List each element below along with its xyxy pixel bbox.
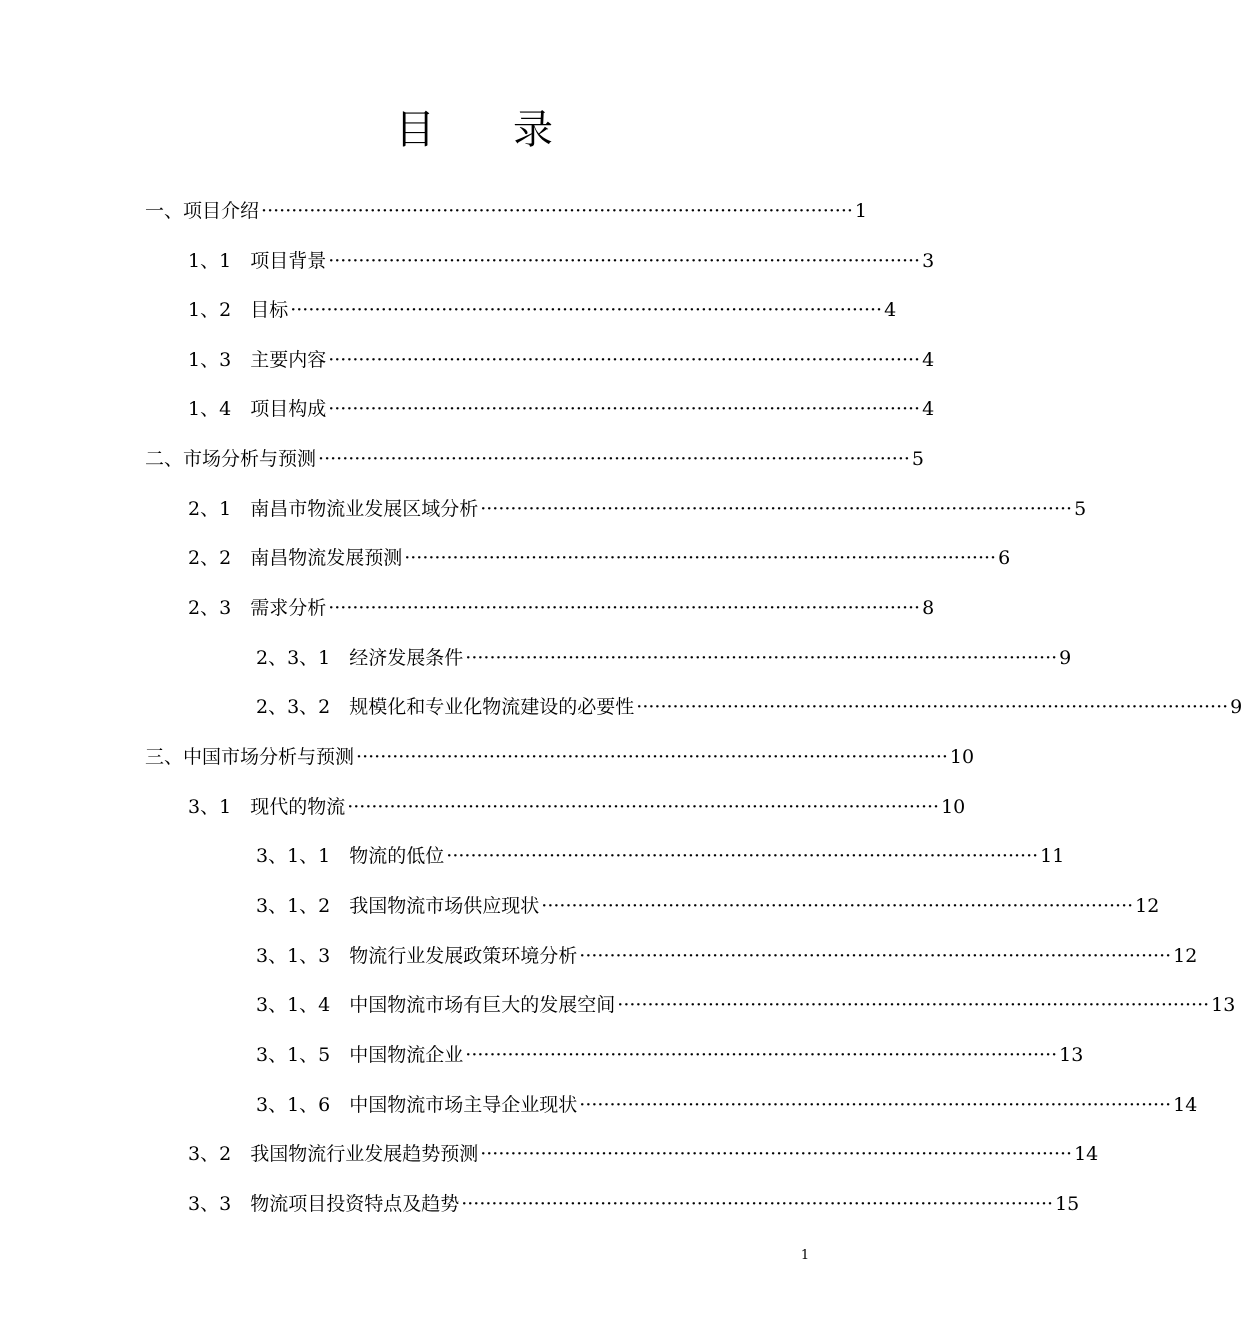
toc-entry-page: 4 <box>922 349 935 371</box>
toc-entry-number: 2、3、2 <box>256 696 350 718</box>
toc-entry[interactable] <box>256 633 1072 683</box>
toc-leader-dots: ·································································································· <box>356 746 948 768</box>
toc-entry-page: 13 <box>1211 994 1236 1016</box>
toc-leader-dots: ·································································································· <box>480 1143 1073 1165</box>
toc-entry-number: 2、1 <box>188 498 251 520</box>
toc-entry-number: 3、1、3 <box>256 945 350 967</box>
toc-entry-number: 2、2 <box>188 547 251 569</box>
toc-entry-page: 11 <box>1040 845 1065 867</box>
toc-entry[interactable] <box>188 236 935 286</box>
toc-entry-title: 南昌市物流业发展区域分析 <box>250 498 479 520</box>
toc-entry[interactable] <box>188 1179 1080 1229</box>
toc-entry-title: 规模化和专业化物流建设的必要性 <box>349 696 635 718</box>
toc-entry[interactable] <box>256 931 1198 981</box>
toc-entry-number: 3、1、5 <box>256 1044 350 1066</box>
toc-entry-page: 12 <box>1173 945 1198 967</box>
toc-entry-number: 3、1、1 <box>256 845 350 867</box>
toc-entry-title: 主要内容 <box>250 349 327 371</box>
toc-entry[interactable] <box>256 1080 1198 1130</box>
toc-entry-title: 中国物流企业 <box>349 1044 464 1066</box>
toc-entry-number: 三、 <box>145 746 184 768</box>
toc-entry-title: 我国物流市场供应现状 <box>349 895 540 917</box>
toc-leader-dots: ·································································································· <box>328 398 921 420</box>
toc-leader-dots: ·································································································· <box>465 1044 1058 1066</box>
toc-entry-number: 2、3 <box>188 597 251 619</box>
toc-leader-dots: ·································································································· <box>579 945 1172 967</box>
toc-entry-number: 一、 <box>145 200 184 222</box>
toc-entry[interactable] <box>188 533 1011 583</box>
toc-leader-dots: ·································································································· <box>347 796 940 818</box>
toc-leader-dots: ·································································································· <box>328 349 921 371</box>
toc-title-left: 目 <box>395 107 437 153</box>
toc-entry-number: 1、2 <box>188 299 251 321</box>
toc-entry-title: 物流项目投资特点及趋势 <box>250 1193 460 1215</box>
toc-leader-dots: ·································································································· <box>328 250 921 272</box>
page-number: 1 <box>800 1248 810 1263</box>
toc-entry[interactable] <box>188 484 1087 534</box>
toc-entry[interactable] <box>256 682 1242 732</box>
toc-entry-title: 经济发展条件 <box>349 647 464 669</box>
toc-entry[interactable] <box>145 732 975 782</box>
toc-entry-number: 3、2 <box>188 1143 251 1165</box>
toc-entry-title: 中国物流市场主导企业现状 <box>349 1094 578 1116</box>
toc-entry[interactable] <box>188 285 897 335</box>
toc-entry-title: 市场分析与预测 <box>183 448 317 470</box>
toc-entry-page: 13 <box>1059 1044 1084 1066</box>
toc-leader-dots: ·································································································· <box>480 498 1073 520</box>
toc-entry[interactable] <box>188 1129 1099 1179</box>
toc-leader-dots: ·································································································· <box>290 299 883 321</box>
toc-entry-page: 6 <box>998 547 1011 569</box>
toc-entry-title: 物流的低位 <box>349 845 445 867</box>
toc-entry-number: 1、1 <box>188 250 251 272</box>
toc-leader-dots: ·································································································· <box>261 200 853 222</box>
toc-leader-dots: ·································································································· <box>579 1094 1172 1116</box>
toc-entry-title: 项目构成 <box>250 398 327 420</box>
toc-entry[interactable] <box>256 831 1065 881</box>
toc-leader-dots: ·································································································· <box>318 448 910 470</box>
toc-entry-title: 南昌物流发展预测 <box>250 547 403 569</box>
toc-entry-number: 3、1 <box>188 796 251 818</box>
toc-entry[interactable] <box>256 881 1160 931</box>
toc-entry-page: 5 <box>1074 498 1087 520</box>
toc-entry-number: 2、3、1 <box>256 647 350 669</box>
toc-entry-page: 1 <box>854 200 868 222</box>
toc-entry-page: 14 <box>1074 1143 1099 1165</box>
toc-entry-page: 12 <box>1135 895 1160 917</box>
toc-entry-title: 项目介绍 <box>183 200 260 222</box>
toc-entry[interactable] <box>188 384 935 434</box>
toc-title-right: 录 <box>513 107 555 153</box>
toc-entry[interactable] <box>256 980 1236 1030</box>
toc-entry-page: 10 <box>949 746 975 768</box>
toc-entry-page: 5 <box>911 448 925 470</box>
toc-entry-title: 项目背景 <box>250 250 327 272</box>
toc-entry-number: 二、 <box>145 448 184 470</box>
toc-entry-title: 目标 <box>250 299 289 321</box>
toc-entry-number: 1、4 <box>188 398 251 420</box>
toc-leader-dots: ·································································································· <box>617 994 1210 1016</box>
toc-entry-page: 14 <box>1173 1094 1198 1116</box>
toc-entry[interactable] <box>188 583 935 633</box>
toc-entry[interactable] <box>256 1030 1084 1080</box>
toc-entry[interactable] <box>145 434 925 484</box>
toc-entry-title: 中国市场分析与预测 <box>183 746 355 768</box>
toc-entry[interactable] <box>188 335 935 385</box>
toc-entry-number: 1、3 <box>188 349 251 371</box>
toc-title <box>0 98 950 162</box>
toc-entry-title: 现代的物流 <box>250 796 346 818</box>
toc-entry-number: 3、1、6 <box>256 1094 350 1116</box>
toc-leader-dots: ·································································································· <box>541 895 1134 917</box>
toc-entry[interactable] <box>188 782 966 832</box>
toc-entry-page: 9 <box>1230 696 1242 718</box>
toc-entry-title: 中国物流市场有巨大的发展空间 <box>349 994 616 1016</box>
toc-entry[interactable] <box>145 186 868 236</box>
toc-entry-page: 4 <box>884 299 897 321</box>
toc-entry-title: 需求分析 <box>250 597 327 619</box>
toc-leader-dots: ·································································································· <box>446 845 1039 867</box>
toc-leader-dots: ·································································································· <box>465 647 1058 669</box>
toc-leader-dots: ·································································································· <box>636 696 1229 718</box>
toc-entry-page: 4 <box>922 398 935 420</box>
toc-entry-number: 3、1、2 <box>256 895 350 917</box>
toc-entry-number: 3、1、4 <box>256 994 350 1016</box>
toc-entry-title: 我国物流行业发展趋势预测 <box>250 1143 479 1165</box>
toc-leader-dots: ·································································································· <box>328 597 921 619</box>
toc-entry-page: 8 <box>922 597 935 619</box>
toc-entry-page: 9 <box>1059 647 1072 669</box>
toc-leader-dots: ·································································································· <box>404 547 997 569</box>
toc-leader-dots: ·································································································· <box>461 1193 1054 1215</box>
toc-entry-number: 3、3 <box>188 1193 251 1215</box>
toc-entry-page: 15 <box>1055 1193 1080 1215</box>
toc-entry-page: 10 <box>941 796 966 818</box>
toc-entry-title: 物流行业发展政策环境分析 <box>349 945 578 967</box>
toc-entry-page: 3 <box>922 250 935 272</box>
